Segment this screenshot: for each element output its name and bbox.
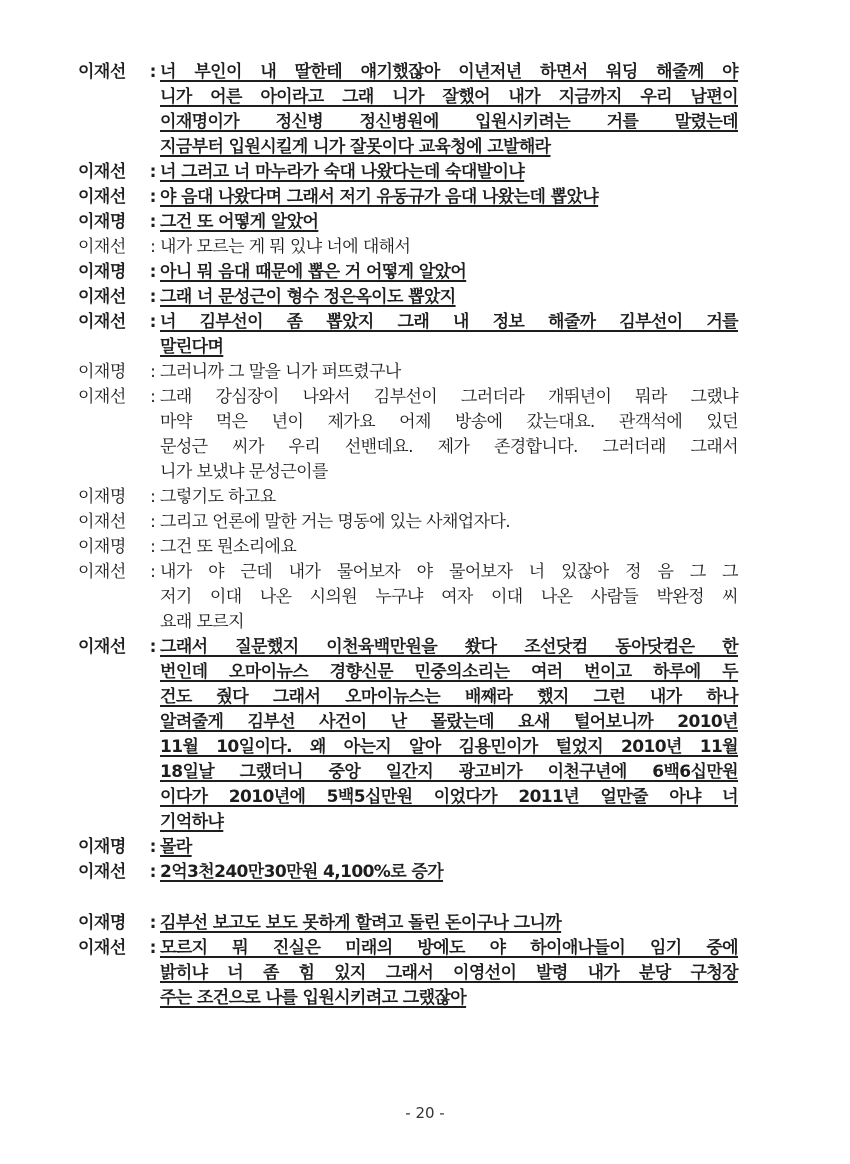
speaker-colon: : (149, 287, 157, 307)
utterance (160, 285, 738, 310)
speaker-colon: : (149, 212, 157, 232)
utterance-text: 건도 줬다 그래서 오마이뉴스는 배째라 했지 그런 내가 하나 (160, 687, 738, 707)
speaker-colon: : (149, 312, 157, 332)
utterance (160, 860, 738, 885)
utterance-line (160, 310, 738, 335)
utterance-text: 지금부터 입원시킬게 니가 잘못이다 교육청에 고발해라 (160, 137, 551, 157)
utterance (160, 560, 738, 635)
utterance-line (160, 385, 738, 410)
utterance-text: 아니 뭐 음대 때문에 뽑은 거 어떻게 알았어 (160, 262, 467, 282)
dialogue-entry (78, 185, 738, 210)
dialogue-entry (78, 535, 738, 560)
dialogue-entry (78, 510, 738, 535)
speaker-name: 이재명 (78, 487, 126, 507)
speaker-name: 이재선 (78, 312, 126, 332)
utterance-line (160, 810, 738, 835)
speaker-colon: : (150, 562, 156, 582)
speaker-colon: : (150, 237, 156, 257)
dialogue-entry (78, 60, 738, 160)
utterance-line (160, 135, 738, 160)
utterance (160, 485, 738, 510)
utterance-text: 너 그러고 너 마누라가 숙대 나왔다는데 숙대발이냐 (160, 162, 525, 182)
dialogue-entry (78, 160, 738, 185)
utterance-text: 너 김부선이 좀 뽑았지 그래 내 정보 해줄까 김부선이 거를 (160, 312, 738, 332)
utterance-text: 내가 모르는 게 뭐 있냐 너에 대해서 (160, 237, 411, 257)
utterance-line (160, 410, 738, 435)
speaker-name: 이재선 (78, 512, 126, 532)
utterance (160, 535, 738, 560)
utterance (160, 835, 738, 860)
utterance-line (160, 210, 738, 235)
dialogue-entry (78, 235, 738, 260)
utterance-text: 마약 먹은 년이 제가요 어제 방송에 갔는대요. 관객석에 있던 (160, 412, 738, 432)
utterance-text: 18일날 그랬더니 중앙 일간지 광고비가 이천구년에 6백6십만원 (160, 762, 738, 782)
speaker-colon: : (149, 938, 157, 958)
utterance-line (160, 260, 738, 285)
utterance-text: 이재명이가 정신병 정신병원에 입원시키려는 거를 말렸는데 (160, 112, 738, 132)
utterance-text: 그래 강심장이 나와서 김부선이 그러더라 개뛰년이 뭐라 그랬냐 (160, 387, 738, 407)
utterance (160, 911, 738, 936)
utterance-line (160, 360, 738, 385)
speaker-name: 이재선 (78, 938, 126, 958)
speaker-name: 이재명 (78, 537, 126, 557)
dialogue-entry (78, 635, 738, 835)
dialogue-entry (78, 285, 738, 310)
blank-gap (78, 885, 738, 911)
speaker-colon: : (150, 387, 156, 407)
utterance-text: 밝히냐 너 좀 힘 있지 그래서 이영선이 발령 내가 분당 구청장 (160, 963, 738, 983)
utterance-line (160, 785, 738, 810)
dialogue-entry (78, 310, 738, 360)
speaker-name: 이재선 (78, 162, 126, 182)
utterance-line (160, 460, 738, 485)
utterance (160, 235, 738, 260)
speaker-colon: : (150, 537, 156, 557)
utterance (160, 260, 738, 285)
speaker-name: 이재선 (78, 287, 126, 307)
utterance-line (160, 285, 738, 310)
speaker-name: 이재선 (78, 562, 126, 582)
utterance (160, 510, 738, 535)
page-number: - 20 - (405, 1104, 445, 1122)
utterance-text: 저기 이대 나온 시의원 누구냐 여자 이대 나온 사람들 박완정 씨 (160, 587, 738, 607)
utterance-line (160, 986, 738, 1011)
speaker-colon: : (149, 862, 157, 882)
utterance-line (160, 760, 738, 785)
utterance-line (160, 735, 738, 760)
utterance-text: 너 부인이 내 딸한테 얘기했잖아 이년저년 하면서 워딩 해줄께 야 (160, 62, 738, 82)
utterance-line (160, 535, 738, 560)
speaker-name: 이재명 (78, 262, 126, 282)
utterance-text: 그건 또 어떻게 알았어 (160, 212, 319, 232)
utterance-line (160, 235, 738, 260)
dialogue-entry (78, 385, 738, 485)
utterance-text: 김부선 보고도 보도 못하게 할려고 돌린 돈이구나 그니까 (160, 913, 562, 933)
utterance-text: 야 음대 나왔다며 그래서 저기 유동규가 음대 나왔는데 뽑았냐 (160, 187, 599, 207)
utterance (160, 635, 738, 835)
utterance (160, 160, 738, 185)
speaker-name: 이재명 (78, 212, 126, 232)
utterance-text: 그래서 질문했지 이천육백만원을 쐈다 조선닷컴 동아닷컴은 한 (160, 637, 738, 657)
speaker-name: 이재명 (78, 913, 126, 933)
dialogue-entry (78, 911, 738, 936)
speaker-name: 이재명 (78, 362, 126, 382)
utterance (160, 385, 738, 485)
utterance-line (160, 335, 738, 360)
utterance-line (160, 510, 738, 535)
utterance-text: 그래 너 문성근이 형수 정은옥이도 뽑았지 (160, 287, 456, 307)
speaker-colon: : (150, 487, 156, 507)
speaker-name: 이재선 (78, 187, 126, 207)
speaker-colon: : (150, 512, 156, 532)
utterance-text: 11월 10일이다. 왜 아는지 알아 김용민이가 털었지 2010년 11월 (160, 737, 738, 757)
speaker-name: 이재선 (78, 62, 126, 82)
utterance-line (160, 685, 738, 710)
speaker-colon: : (149, 162, 157, 182)
utterance-text: 모르지 뭐 진실은 미래의 방에도 야 하이애나들이 임기 중에 (160, 938, 738, 958)
utterance-text: 말린다며 (160, 337, 224, 357)
utterance-line (160, 185, 738, 210)
speaker-colon: : (150, 362, 156, 382)
utterance-line (160, 160, 738, 185)
speaker-colon: : (149, 187, 157, 207)
transcript-body (78, 60, 738, 1011)
utterance-text: 그러니까 그 말을 니가 퍼뜨렸구나 (160, 362, 401, 382)
utterance (160, 310, 738, 360)
utterance (160, 60, 738, 160)
utterance (160, 360, 738, 385)
utterance-text: 니가 어른 아이라고 그래 니가 잘했어 내가 지금까지 우리 남편이 (160, 87, 738, 107)
utterance-line (160, 660, 738, 685)
utterance-text: 이다가 2010년에 5백5십만원 이었다가 2011년 얼만줄 아냐 너 (160, 787, 738, 807)
utterance-text: 기억하냐 (160, 812, 224, 832)
speaker-colon: : (149, 837, 157, 857)
dialogue-entry (78, 860, 738, 885)
speaker-name: 이재선 (78, 237, 126, 257)
utterance-text: 번인데 오마이뉴스 경향신문 민중의소리는 여러 번이고 하루에 두 (160, 662, 738, 682)
utterance (160, 185, 738, 210)
speaker-colon: : (149, 637, 157, 657)
utterance-line (160, 60, 738, 85)
speaker-colon: : (149, 913, 157, 933)
utterance-text: 주는 조건으로 나를 입원시키려고 그랬잖아 (160, 988, 467, 1008)
utterance-line (160, 710, 738, 735)
utterance-line (160, 635, 738, 660)
utterance-line (160, 936, 738, 961)
utterance-text: 그리고 언론에 말한 거는 명동에 있는 사채업자다. (160, 512, 511, 532)
utterance-text: 니가 보냈냐 문성근이를 (160, 462, 328, 482)
dialogue-entry (78, 360, 738, 385)
dialogue-entry (78, 485, 738, 510)
utterance-line (160, 961, 738, 986)
speaker-colon: : (149, 262, 157, 282)
speaker-name: 이재선 (78, 862, 126, 882)
utterance-text: 문성근 씨가 우리 선밴데요. 제가 존경합니다. 그러더래 그래서 (160, 437, 738, 457)
utterance-text: 몰라 (160, 837, 192, 857)
dialogue-entry (78, 835, 738, 860)
speaker-name: 이재명 (78, 837, 126, 857)
utterance-line (160, 85, 738, 110)
utterance (160, 210, 738, 235)
utterance-text: 그렇기도 하고요 (160, 487, 276, 507)
dialogue-entry (78, 260, 738, 285)
speaker-name: 이재선 (78, 387, 126, 407)
utterance-line (160, 860, 738, 885)
utterance-line (160, 560, 738, 585)
utterance-line (160, 485, 738, 510)
utterance-line (160, 911, 738, 936)
dialogue-entry (78, 936, 738, 1011)
utterance-text: 내가 야 근데 내가 물어보자 야 물어보자 너 있잖아 정 음 그 그 (160, 562, 738, 582)
utterance-line (160, 610, 738, 635)
utterance-text: 그건 또 뭔소리에요 (160, 537, 297, 557)
utterance-text: 2억3천240만30만원 4,100%로 증가 (160, 862, 444, 882)
utterance-text: 알려줄게 김부선 사건이 난 몰랐는데 요새 털어보니까 2010년 (160, 712, 738, 732)
utterance-line (160, 435, 738, 460)
utterance-line (160, 585, 738, 610)
utterance-line (160, 110, 738, 135)
utterance-line (160, 835, 738, 860)
speaker-colon: : (149, 62, 157, 82)
dialogue-entry (78, 560, 738, 635)
dialogue-entry (78, 210, 738, 235)
speaker-name: 이재선 (78, 637, 126, 657)
utterance (160, 936, 738, 1011)
utterance-text: 요래 모르지 (160, 612, 244, 632)
